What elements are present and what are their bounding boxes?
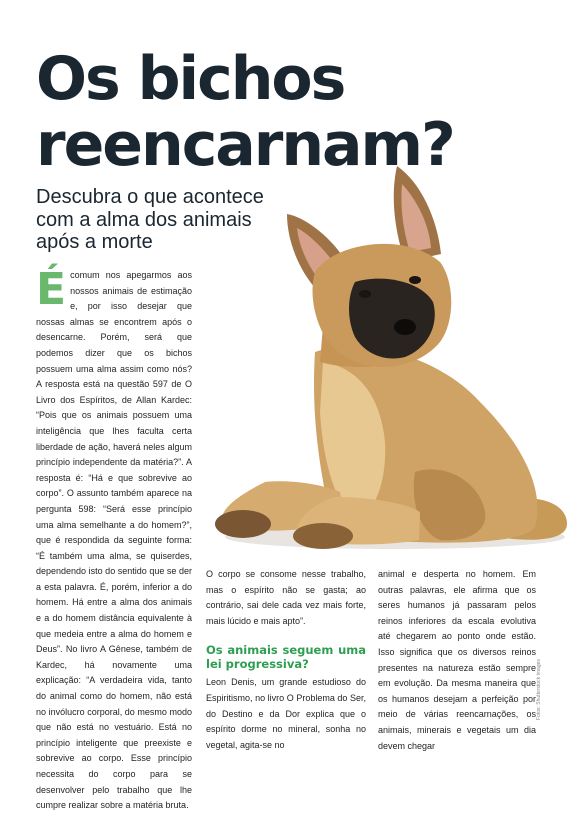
article-title xyxy=(36,46,556,178)
dog-eye-right xyxy=(409,276,421,284)
column-2-bottom-text: Leon Denis, um grande estudioso do Espiritismo, no livro O Problema do Ser, do Destino e da Dor explica que o espírito dorme no mineral, sonha no vegetal, agita-se no xyxy=(206,677,366,750)
section-heading: Os animais seguem uma lei progressiva? xyxy=(206,643,366,672)
dog-paw-left xyxy=(215,510,271,538)
dog-nose xyxy=(394,319,416,335)
column-2 xyxy=(206,567,366,753)
article-subtitle: Descubra o que acontece com a alma dos animais após a morte xyxy=(36,186,264,253)
column-1-text xyxy=(36,264,192,814)
title-line-2: reencarnam? xyxy=(36,110,454,180)
dog-photo xyxy=(205,162,571,554)
column-1-body: comum nos apegarmos aos nossos animais de estimação e, por isso desejar que nossas almas se encontrem após o desencarne. Porém, será que podemos dizer que os bichos possuem uma alma assim como nós? A resposta está na questão 597 de O Livro dos Espíritos, de Allan Kardec: “Pois que os animais possuem uma inteligência que lhes faculta certa liberdade de ação, haverá neles algum princípio independente da matéria?”. A resposta é: “Há e que sobrevive ao corpo”. O assunto também aparece na pergunta 598: “Será esse princípio uma alma semelhante a do homem?”, que é respondida da seguinte forma: “É também uma alma, se quiserdes, dependendo isto do sentido que se der a esta palavra. É, porém, inferior a do homem. Há entre a alma dos animais e a do homem distância equivalente à que medeia entre a alma do homem e Deus”. No livro A Gênese, também de Kardec, há novamente uma explicação: “A verdadeira vida, tanto do animal como do homem, não está no invólucro corporal, do mesmo modo que não está no vestuário. Está no princípio inteligente que preexiste e sobrevive ao corpo. Esse princípio necessita do corpo para se desenvolver pelo trabalho que lhe cumpre realizar sobre a matéria bruta. xyxy=(36,270,192,811)
dog-paw-right xyxy=(293,523,353,549)
title-line-1: Os bichos xyxy=(36,44,345,114)
column-3-text: animal e desperta no homem. Em outras palavras, ele afirma que os seres humanos já passaram pelos reinos inferiores da escala evolutiva até chegarem ao ponto onde estão. Isso significa que os diversos reinos presentes na natureza estão sempre em evolução. Da mesma maneira que os humanos desejam a perfeição por meio de várias reencarnações, os animais, minerais e vegetais um dia devem chegar xyxy=(378,569,536,751)
dog-eye-left xyxy=(359,290,371,298)
column-2-top-text: O corpo se consome nesse trabalho, mas o espírito não se gasta; ao contrário, sai dele cada vez mais forte, mais lúcido e mais apto”. xyxy=(206,569,366,626)
drop-cap: É xyxy=(36,264,67,315)
photo-credit: Fotos: Shutterstock Images xyxy=(536,659,542,720)
